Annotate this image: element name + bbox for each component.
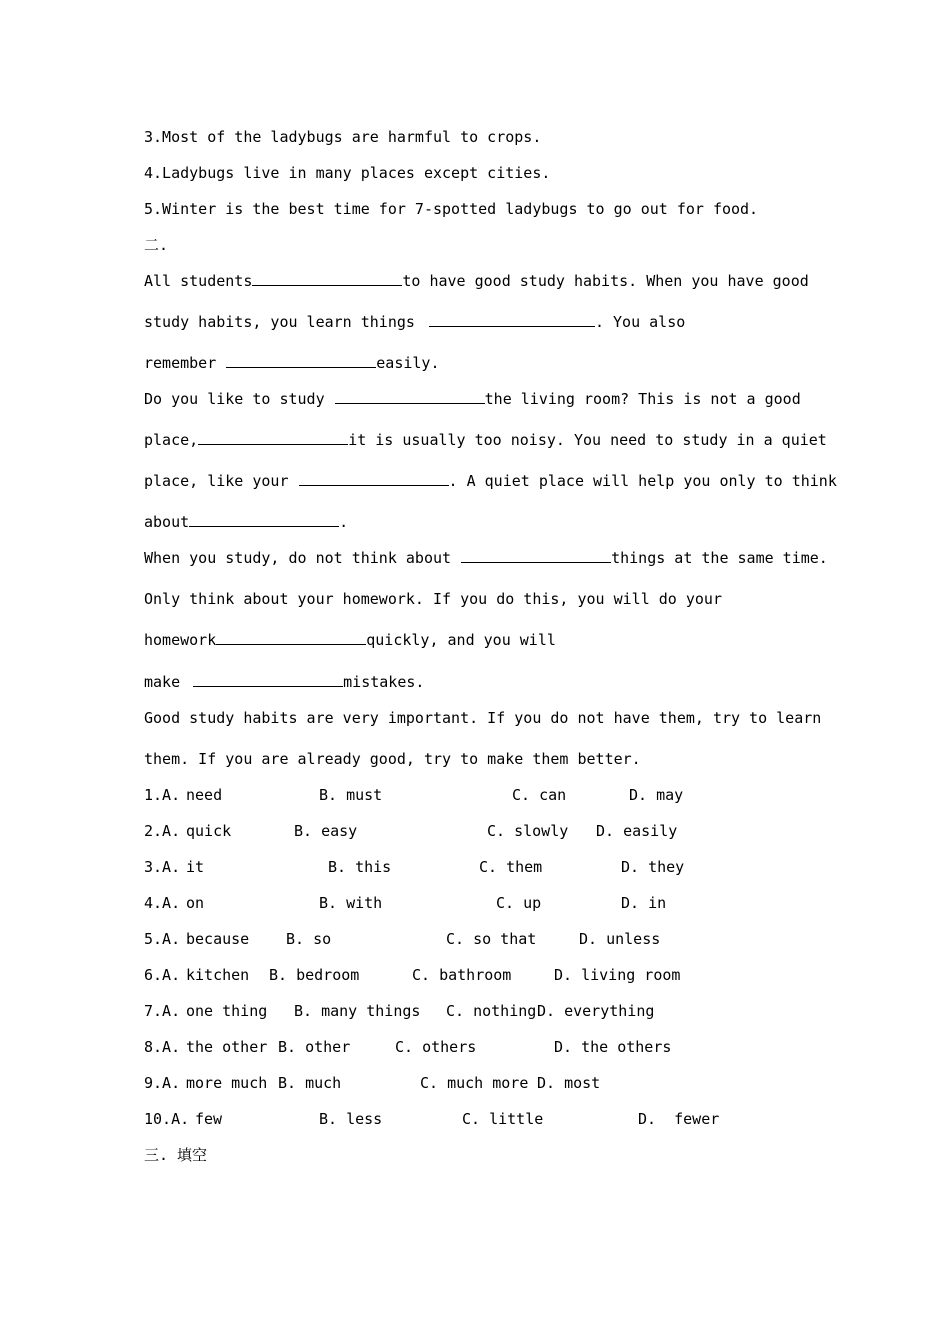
passage-text: make	[144, 673, 190, 691]
question-number: 10.A.	[144, 1110, 190, 1128]
option-a: on	[186, 894, 205, 912]
passage-text: . You also	[594, 313, 686, 331]
question-number: 6.A.	[144, 966, 181, 984]
option-c: C. much more	[420, 1074, 529, 1092]
passage-text: Do you like to study	[144, 390, 334, 408]
passage-line	[144, 471, 837, 491]
passage-text: things at the same time.	[611, 549, 828, 567]
option-d: D. the others	[554, 1038, 672, 1056]
option-a: quick	[186, 822, 232, 840]
option-b: B. less	[319, 1110, 383, 1128]
passage-line	[144, 389, 801, 409]
passage-line	[144, 312, 685, 332]
passage-text: When you study, do not think about	[144, 549, 461, 567]
statement-5: 5.Winter is the best time for 7-spotted ladybugs to go out for food.	[144, 200, 759, 218]
passage-line	[144, 512, 348, 532]
passage-line	[144, 353, 440, 373]
option-d: D. most	[537, 1074, 601, 1092]
option-d: D. unless	[579, 930, 661, 948]
option-b: B. so	[286, 930, 332, 948]
option-b: B. this	[328, 858, 392, 876]
option-d: D. in	[621, 894, 667, 912]
option-b: B. bedroom	[269, 966, 360, 984]
section-3-heading: 三. 填空	[144, 1146, 208, 1164]
option-a: more much	[186, 1074, 268, 1092]
option-b: B. other	[278, 1038, 351, 1056]
passage-text: remember	[144, 354, 226, 372]
passage-text: it is usually too noisy. You need to study in a quiet	[348, 431, 827, 449]
question-number: 1.A.	[144, 786, 181, 804]
statement-3: 3.Most of the ladybugs are harmful to crops.	[144, 128, 542, 146]
option-b: B. with	[319, 894, 383, 912]
blank-1	[252, 271, 402, 286]
blank-2	[429, 312, 595, 327]
option-d: D. they	[621, 858, 685, 876]
option-a: because	[186, 930, 250, 948]
question-number: 9.A.	[144, 1074, 181, 1092]
option-a: kitchen	[186, 966, 250, 984]
passage-text: about	[144, 513, 190, 531]
passage-line	[144, 672, 424, 692]
option-d: D. easily	[596, 822, 678, 840]
option-b: B. easy	[294, 822, 358, 840]
passage-text: .	[339, 513, 349, 531]
option-c: C. can	[512, 786, 567, 804]
option-d: D. may	[629, 786, 684, 804]
option-b: B. many things	[294, 1002, 421, 1020]
passage-text: All students	[144, 272, 253, 290]
option-a: it	[186, 858, 205, 876]
question-number: 3.A.	[144, 858, 181, 876]
option-b: B. much	[278, 1074, 342, 1092]
passage-text: to have good study habits. When you have good	[402, 272, 809, 290]
option-c: C. bathroom	[412, 966, 512, 984]
option-a: few	[195, 1110, 223, 1128]
passage-text: study habits, you learn things	[144, 313, 424, 331]
option-c: C. slowly	[487, 822, 569, 840]
passage-text: the living room? This is not a good	[484, 390, 801, 408]
passage-line: Only think about your homework. If you do this, you will do your	[144, 590, 722, 608]
question-number: 8.A.	[144, 1038, 181, 1056]
option-c: C. so that	[446, 930, 537, 948]
passage-line	[144, 271, 809, 291]
question-number: 5.A.	[144, 930, 181, 948]
passage-line	[144, 548, 828, 568]
passage-text: quickly, and you will	[366, 631, 556, 649]
blank-6	[299, 471, 449, 486]
passage-line: Good study habits are very important. If you do not have them, try to learn	[144, 709, 822, 727]
blank-4	[335, 389, 485, 404]
blank-5	[198, 430, 348, 445]
blank-7	[189, 512, 339, 527]
option-c: C. up	[496, 894, 542, 912]
option-a: need	[186, 786, 223, 804]
option-c: C. nothing	[446, 1002, 537, 1020]
blank-8	[461, 548, 611, 563]
option-a: one thing	[186, 1002, 268, 1020]
section-2-heading: 二.	[144, 236, 169, 254]
passage-text: homework	[144, 631, 217, 649]
option-a: the other	[186, 1038, 268, 1056]
option-d: D. everything	[537, 1002, 655, 1020]
passage-text: place,	[144, 431, 199, 449]
passage-line: them. If you are already good, try to make them better.	[144, 750, 641, 768]
passage-text: easily.	[376, 354, 440, 372]
option-d: D. living room	[554, 966, 681, 984]
option-d: D. fewer	[638, 1110, 720, 1128]
statement-4: 4.Ladybugs live in many places except cities.	[144, 164, 551, 182]
blank-10	[193, 672, 343, 687]
option-c: C. them	[479, 858, 543, 876]
question-number: 4.A.	[144, 894, 181, 912]
option-b: B. must	[319, 786, 383, 804]
passage-line	[144, 430, 827, 450]
question-number: 7.A.	[144, 1002, 181, 1020]
passage-text: . A quiet place will help you only to think	[448, 472, 837, 490]
passage-text: mistakes.	[343, 673, 425, 691]
passage-text: place, like your	[144, 472, 298, 490]
passage-line	[144, 630, 556, 650]
blank-3	[226, 353, 376, 368]
question-number: 2.A.	[144, 822, 181, 840]
blank-9	[216, 630, 366, 645]
option-c: C. others	[395, 1038, 477, 1056]
option-c: C. little	[462, 1110, 544, 1128]
